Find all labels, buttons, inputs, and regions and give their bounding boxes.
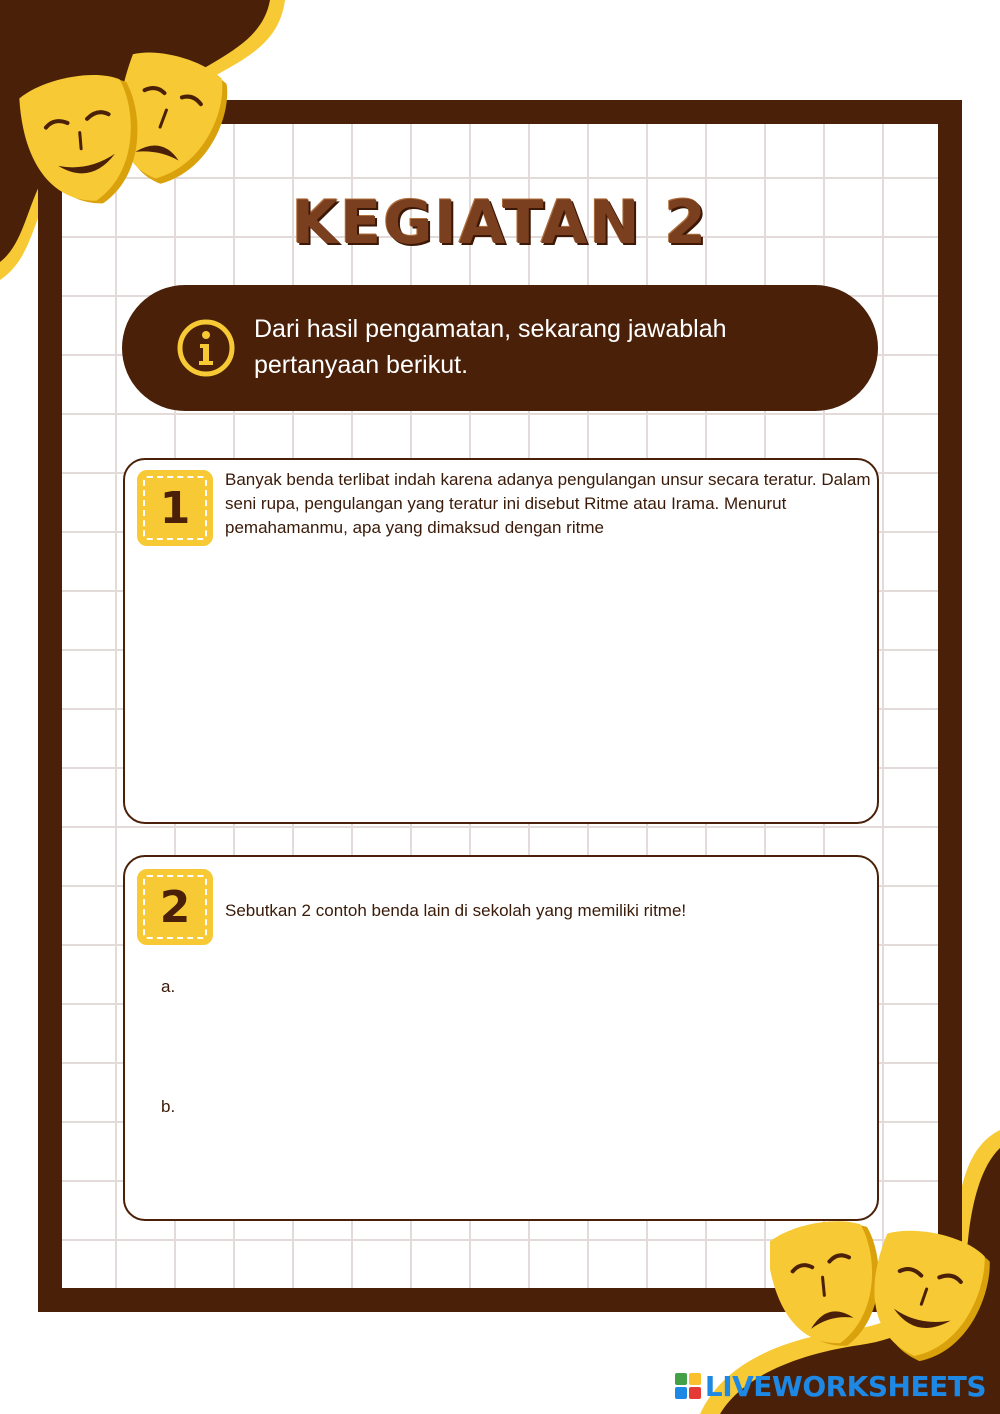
question-1-text: Banyak benda terlibat indah karena adanya pengulangan unsur secara teratur. Dalam seni rupa, pengulangan yang teratur ini disebut Ritme atau Irama. Menurut pemahamanmu, apa yang dimaksud dengan ritme — [225, 470, 871, 537]
instruction-text: Dari hasil pengamatan, sekarang jawablah pertanyaan berikut. — [254, 315, 727, 379]
theater-masks-bottom-right — [770, 1212, 990, 1377]
answer-label-a: a. — [161, 977, 176, 996]
question-2-number-badge: 2 — [137, 869, 213, 945]
info-icon — [176, 318, 236, 378]
question-2-text: Sebutkan 2 contoh benda lain di sekolah yang memiliki ritme! — [225, 901, 687, 920]
page-title: KEGIATAN 2 — [291, 188, 709, 258]
question-1-number-badge: 1 — [137, 470, 213, 546]
liveworksheets-watermark — [675, 1366, 986, 1406]
watermark-text: LIVEWORKSHEETS — [704, 1369, 986, 1403]
question-2-box[interactable] — [123, 855, 879, 1221]
answer-label-b: b. — [161, 1097, 176, 1116]
question-1-box[interactable] — [123, 458, 879, 824]
instruction-banner — [122, 285, 878, 411]
liveworksheets-logo-icon — [675, 1373, 701, 1399]
